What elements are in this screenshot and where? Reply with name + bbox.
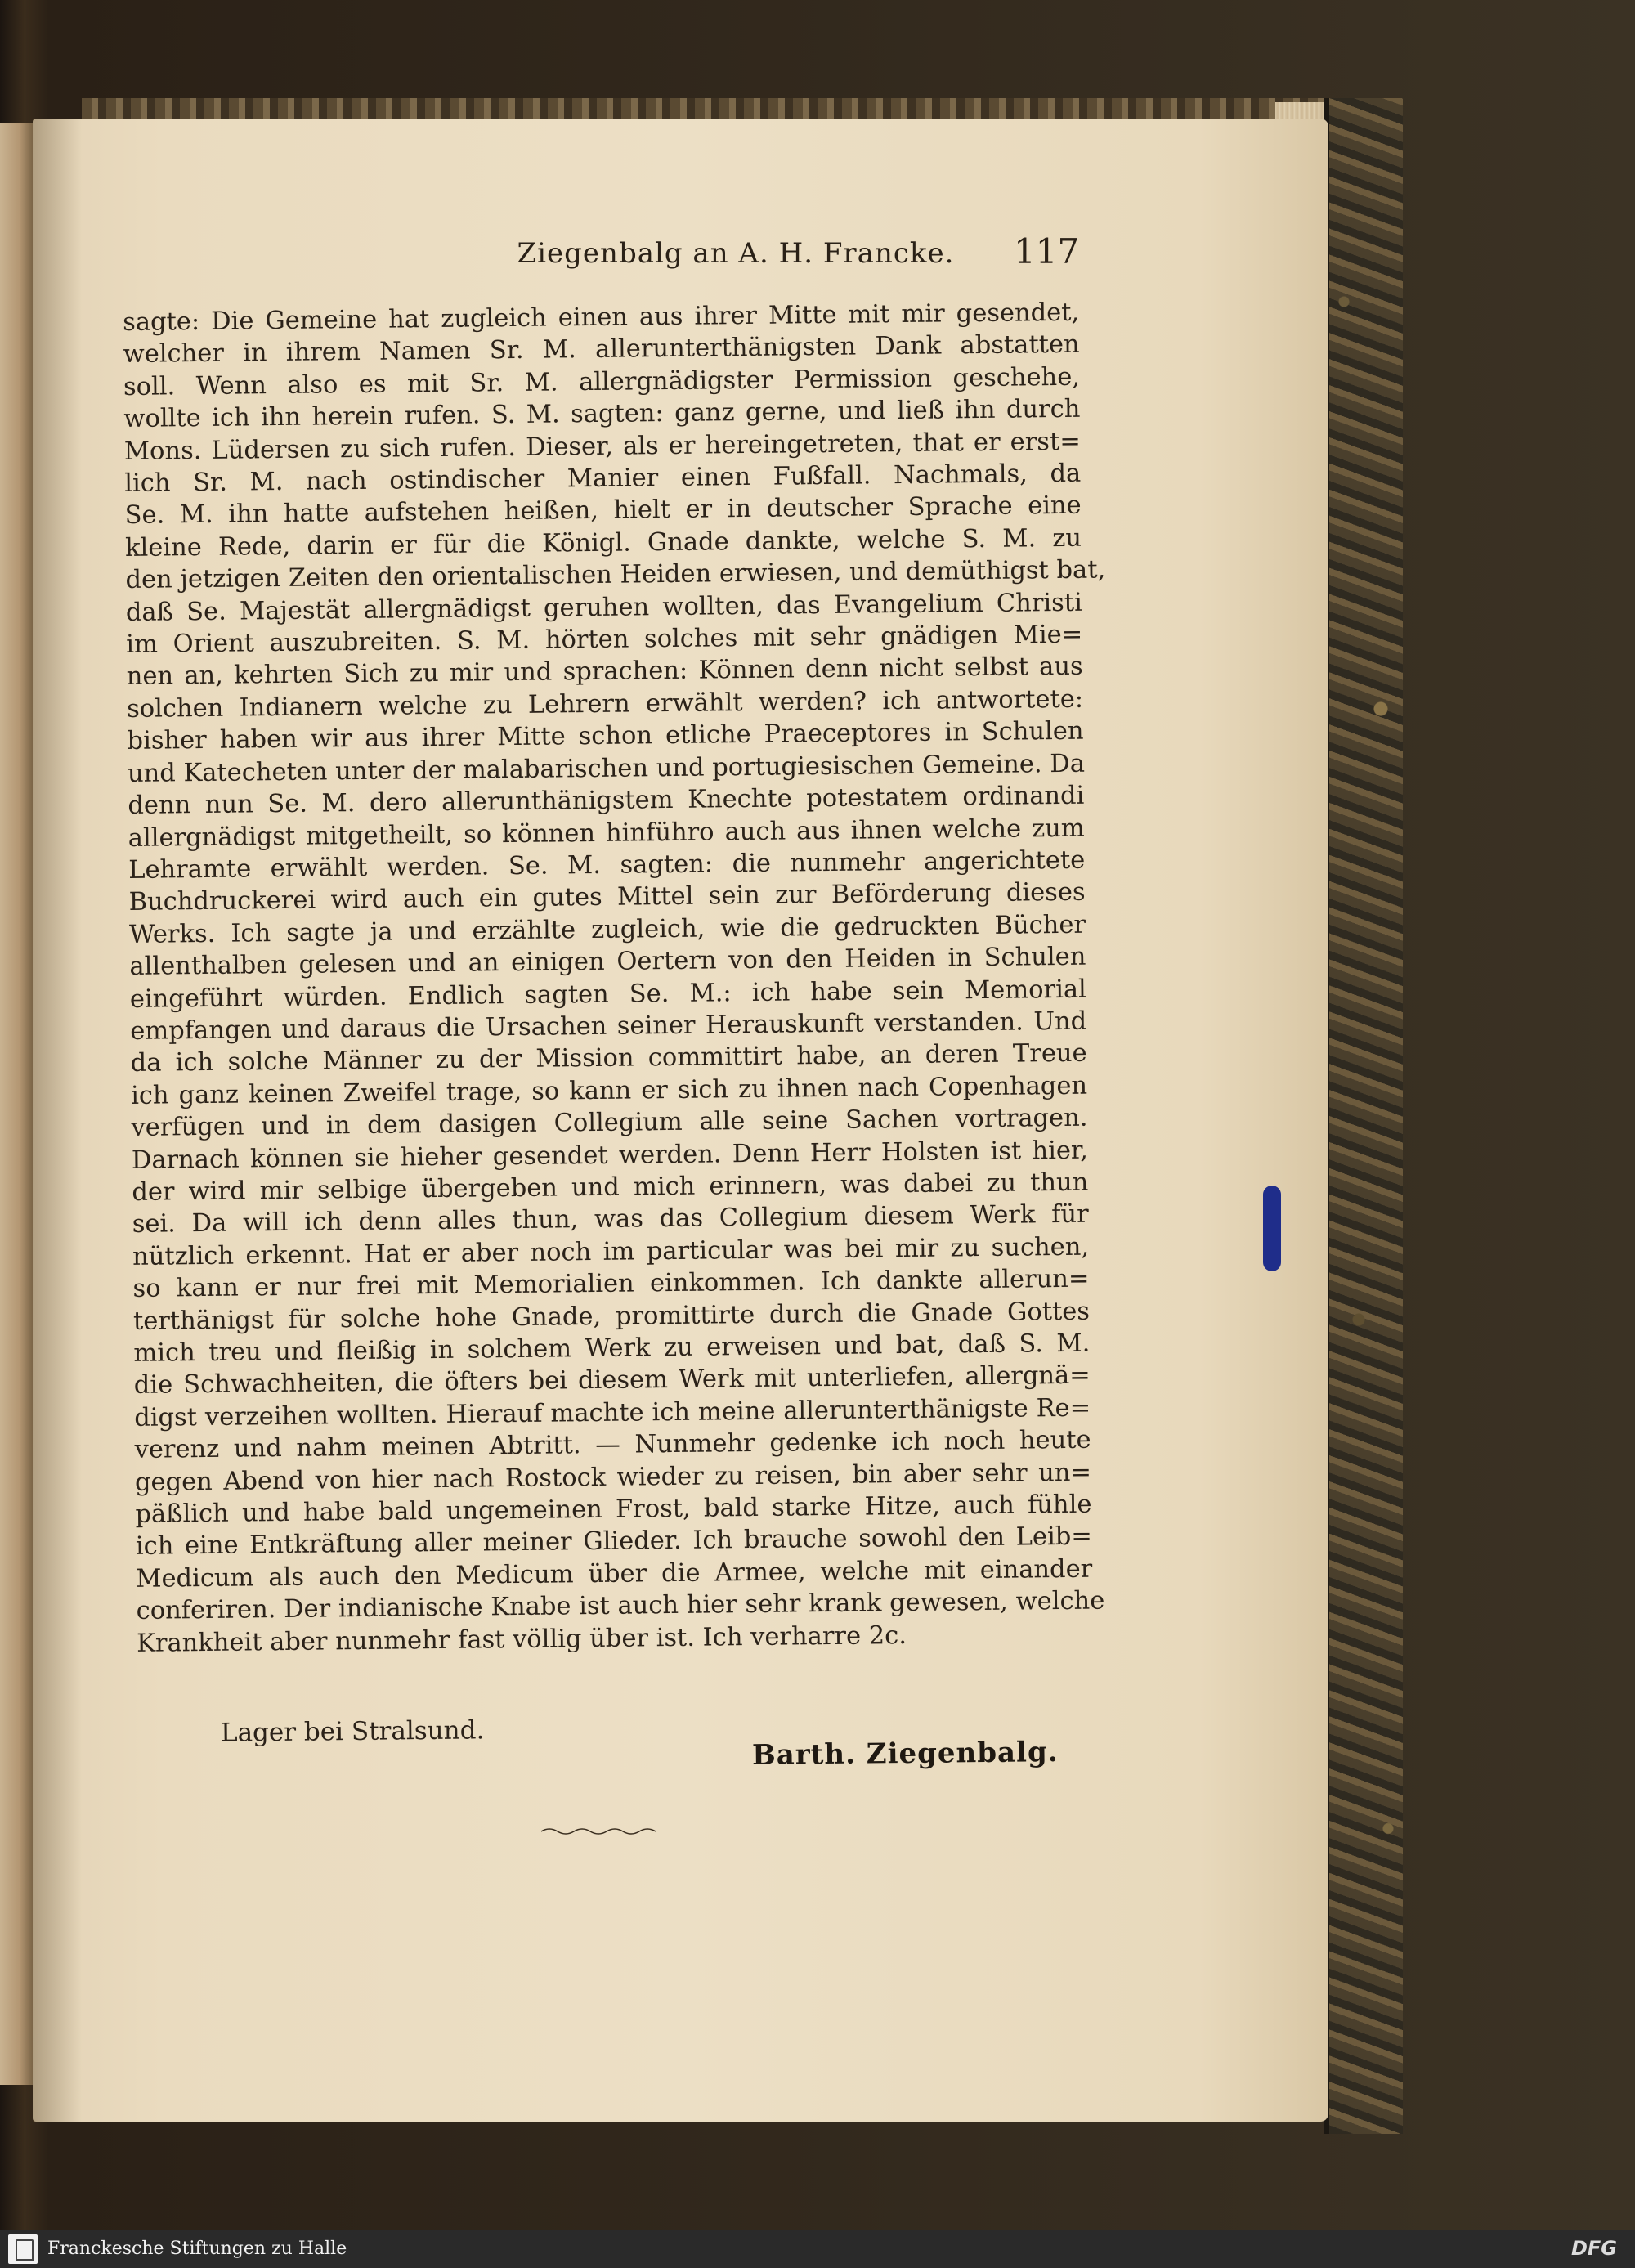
book-cover <box>1324 98 1403 2134</box>
text-line: Werks. Ich sagte ja und erzählte zugleich, wie die gedruckten Bücher <box>128 910 1086 949</box>
text-line: welcher in ihrem Namen Sr. M. allerunterthänigsten Dank abstatten <box>123 330 1080 370</box>
text-line: kleine Rede, darin er für die Königl. Gnade dankte, welche S. M. zu <box>124 523 1082 563</box>
text-line: eingeführt würden. Endlich sagten Se. M.: ich habe sein Memorial <box>129 975 1086 1014</box>
text-line: ich ganz keinen Zweifel trage, so kann er sich zu ihnen nach Copenhagen <box>130 1071 1088 1110</box>
text-line: wollte ich ihn herein rufen. S. M. sagten: ganz gerne, und ließ ihn durch <box>123 394 1081 434</box>
institution-logo-icon <box>8 2234 38 2264</box>
text-line: der wird mir selbige übergeben und mich erinnern, was dabei zu thun <box>132 1168 1089 1207</box>
facing-page-edge <box>0 123 33 2085</box>
text-line: Krankheit aber nunmehr fast völlig über ist. Ich verharre 2c. <box>136 1620 907 1658</box>
footer-institution: Franckesche Stiftungen zu Halle <box>47 2239 347 2259</box>
text-line: päßlich und habe bald ungemeinen Frost, bald starke Hitze, auch fühle <box>135 1490 1092 1529</box>
text-line: empfangen und daraus die Ursachen seiner Herauskunft verstanden. Und <box>130 1006 1087 1046</box>
place-line: Lager bei Stralsund. <box>220 1715 485 1748</box>
ornament-rule <box>540 1823 662 1840</box>
body-text <box>123 297 1106 1660</box>
text-line: denn nun Se. M. dero allerunthänigstem Knechte potestatem ordinandi <box>128 781 1085 821</box>
text-line: soll. Wenn also es mit Sr. M. allergnädigster Permission geschehe, <box>123 362 1081 401</box>
text-line: Lehramte erwählt werden. Se. M. sagten: die nunmehr angerichtete <box>128 845 1086 885</box>
text-line: Darnach können sie hieher gesendet werden. Denn Herr Holsten ist hier, <box>131 1136 1089 1175</box>
text-line: lich Sr. M. nach ostindischer Manier einen Fußfall. Nachmals, da <box>124 459 1082 499</box>
text-line: verenz und nahm meinen Abtritt. — Nunmehr gedenke ich noch heute <box>134 1425 1091 1465</box>
text-line: sei. Da will ich denn alles thun, was das Collegium diesem Werk für <box>132 1200 1089 1239</box>
gutter-shadow <box>33 119 82 2122</box>
text-line: ich eine Entkräftung aller meiner Glieder. Ich brauche sowohl den Leib= <box>135 1522 1093 1562</box>
text-line: sagte: Die Gemeine hat zugleich einen aus ihrer Mitte mit mir gesendet, <box>123 298 1080 337</box>
text-line: im Orient auszubreiten. S. M. hörten solches mit sehr gnädigen Mie= <box>126 620 1083 660</box>
text-line: gegen Abend von hier nach Rostock wieder zu reisen, bin aber sehr un= <box>134 1458 1092 1497</box>
text-line: und Katecheten unter der malabarischen und portugiesischen Gemeine. Da <box>127 749 1086 788</box>
text-line: allenthalben gelesen und an einigen Oertern von den Heiden in Schulen <box>129 942 1086 982</box>
text-line: Buchdruckerei wird auch ein gutes Mittel sein zur Beförderung dieses <box>128 878 1086 917</box>
text-line: daß Se. Majestät allergnädigst geruhen wollten, das Evangelium Christi <box>125 588 1083 627</box>
text-line: mich treu und fleißig in solchem Werk zu erweisen und bat, daß S. M. <box>133 1329 1091 1368</box>
page-number: 117 <box>1014 231 1080 271</box>
signature: Barth. Ziegenbalg. <box>751 1736 1059 1772</box>
footer-funder-logo: DFG <box>1570 2237 1617 2260</box>
text-line: Medicum als auch den Medicum über die Armee, welche mit einander <box>136 1554 1093 1593</box>
text-line: nen an, kehrten Sich zu mir und sprachen: Können denn nicht selbst aus <box>126 652 1083 692</box>
text-line: Se. M. ihn hatte aufstehen heißen, hielt er in deutscher Sprache eine <box>124 491 1082 531</box>
text-line: da ich solche Männer zu der Mission committirt habe, an deren Treue <box>130 1039 1087 1078</box>
text-line: die Schwachheiten, die öfters bei diesem Werk mit unterliefen, allergnä= <box>133 1361 1091 1401</box>
text-line: Mons. Lüdersen zu sich rufen. Dieser, als er hereingetreten, that er erst= <box>123 427 1081 466</box>
text-line: verfügen und in dem dasigen Collegium alle seine Sachen vortragen. <box>131 1103 1088 1143</box>
text-line: conferiren. Der indianische Knabe ist auch hier sehr krank gewesen, welche <box>136 1586 1105 1626</box>
bookmark-tab <box>1263 1186 1281 1271</box>
text-line: so kann er nur frei mit Memorialien einkommen. Ich dankte allerun= <box>132 1264 1090 1304</box>
text-line: terthänigst für solche hohe Gnade, promittirte durch die Gnade Gottes <box>132 1297 1091 1336</box>
text-line: bisher haben wir aus ihrer Mitte schon etliche Praeceptores in Schulen <box>127 717 1084 756</box>
text-line: allergnädigst mitgetheilt, so können hinführo auch aus ihnen welche zum <box>128 814 1085 853</box>
running-head: Ziegenbalg an A. H. Francke. <box>517 237 955 270</box>
text-line: nützlich erkennt. Hat er aber noch im particular was bei mir zu suchen, <box>132 1232 1090 1271</box>
text-line: solchen Indianern welche zu Lehrern erwählt werden? ich antwortete: <box>126 684 1084 724</box>
text-line: den jetzigen Zeiten den orientalischen Heiden erwiesen, und demüthigst bat, <box>125 555 1106 595</box>
text-line: digst verzeihen wollten. Hierauf machte ich meine allerunterthänigste Re= <box>134 1393 1091 1432</box>
